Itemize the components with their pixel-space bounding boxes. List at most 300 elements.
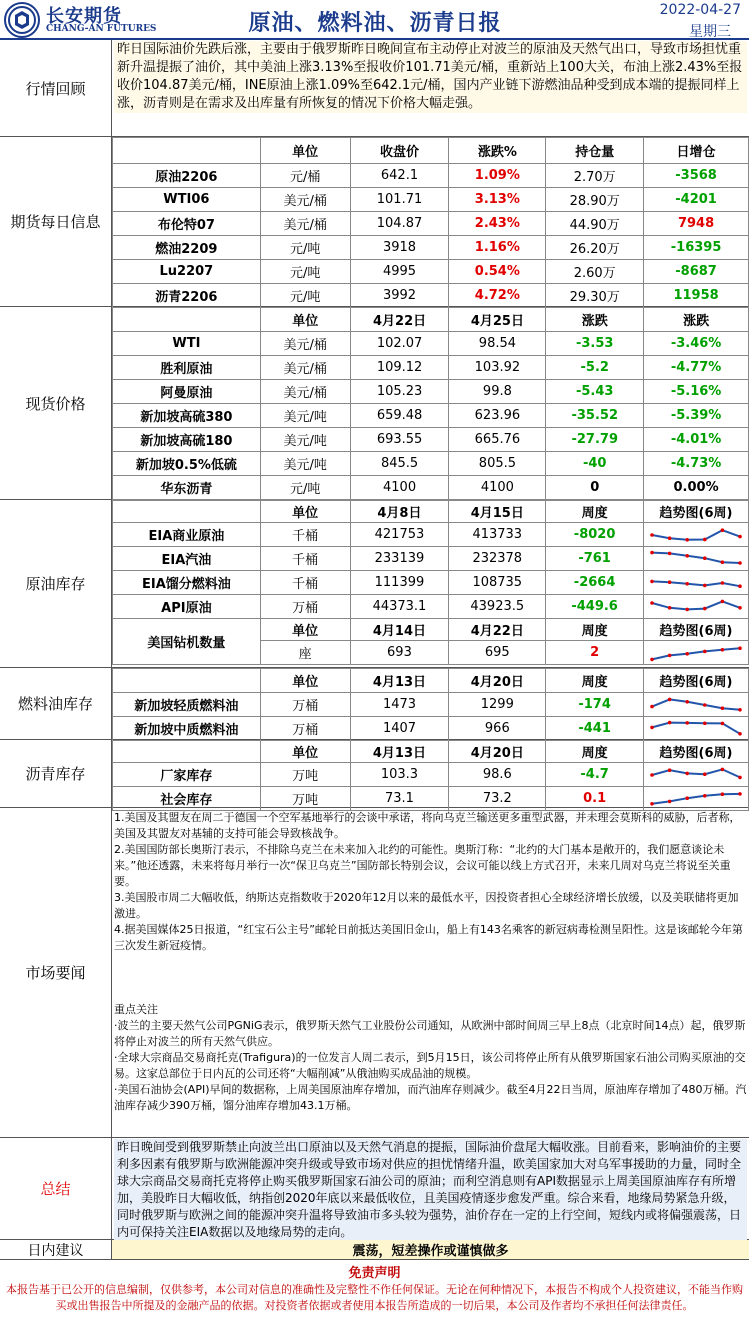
column-header: 4月20日: [449, 741, 546, 763]
table-row: [113, 164, 749, 188]
trend-line: [652, 552, 740, 562]
inventory-name: 社会库存: [113, 787, 261, 811]
value-week2: 1299: [449, 693, 546, 717]
trend-point: [685, 538, 689, 542]
trend-sparkline: [648, 596, 744, 618]
column-header: 4月20日: [449, 669, 546, 693]
weekly-change: -2664: [546, 571, 644, 595]
value-week2: 108735: [449, 571, 546, 595]
trend-point: [650, 579, 654, 583]
focus-title: 重点关注: [114, 1003, 158, 1016]
value-week1: 1473: [350, 693, 449, 717]
trend-cell: [643, 693, 748, 717]
open-interest: 29.30万: [546, 284, 644, 308]
column-header: 单位: [260, 619, 350, 641]
trend-point: [738, 775, 742, 779]
column-header: 4月22日: [350, 308, 449, 332]
table-header-row: [113, 501, 749, 523]
table-row: [113, 595, 749, 619]
price-day1: 693.55: [350, 428, 449, 452]
inventory-name: EIA商业原油: [113, 523, 261, 547]
spot-name: 华东沥青: [113, 476, 261, 500]
summary-text: 昨日晚间受到俄罗斯禁止向波兰出口原油以及天然气消息的提振，国际油价盘尾大幅收涨。目前看来，影响油价的主要利多因素有俄罗斯与欧洲能源冲突升级或导致市场对供应的担忧情绪升温，欧美国家加大对乌军事援助的力量，同时全球大宗商品交易商托克将停止购买俄罗斯国家石油公司的原油；而利空消息则有API数据显示上周美国原油库存有所增加，美股昨日大幅收低，纳指创2020年底以来最低收位，且美国疫情逐步愈发严重。综合来看，地缘局势紧急升级，同时俄罗斯与欧洲之间的能源冲突升温将导致油市多头较为强势，油价存在一定的上行空间，短线内或将偏强震荡，日内可保持关注EIA数据以及地缘局势的走向。: [114, 1139, 747, 1241]
price-day1: 109.12: [350, 356, 449, 380]
trend-point: [668, 606, 672, 610]
trend-sparkline: [648, 764, 744, 786]
trend-line: [652, 699, 740, 709]
company-logo-icon: [4, 2, 40, 38]
table-corner: [113, 741, 261, 763]
asphalt-inventory-table: [112, 740, 749, 811]
trend-sparkline: [648, 524, 744, 546]
section-crude-inventory: [0, 500, 749, 668]
column-header: 趋势图(6周): [644, 741, 749, 763]
trend-point: [668, 653, 672, 657]
table-row: [113, 428, 749, 452]
weekly-change: 2: [546, 641, 644, 665]
disclaimer-text: 本报告基于已公开的信息编制，仅供参考，本公司对信息的准确性及完整性不作任何保证。无论在何种情况下，本报告不构成个人投资建议，不能当作购买或出售报告中所提及的金融产品的依据。对投资者依据或者使用本报告所造成的一切后果，本公司及作者均不承担任何法律责任。: [6, 1283, 743, 1312]
trend-point: [685, 796, 689, 800]
section-label-advice: 日内建议: [0, 1240, 112, 1259]
section-label-review: 行情回顾: [0, 40, 112, 136]
market-news-text: [114, 810, 747, 1114]
value-week2: 232378: [449, 547, 546, 571]
table-row: [113, 476, 749, 500]
trend-point: [721, 767, 725, 771]
unit: 千桶: [260, 547, 350, 571]
company-name-en: CHANG-AN FUTURES: [46, 24, 157, 34]
trend-point: [721, 721, 725, 725]
trend-point: [721, 648, 725, 652]
change-pct: 4.72%: [449, 284, 546, 308]
inventory-name: API原油: [113, 595, 261, 619]
trend-point: [721, 706, 725, 710]
value-week2: 966: [449, 717, 546, 741]
trend-cell: [643, 717, 748, 741]
section-label-spot: 现货价格: [0, 307, 112, 499]
contract-name: 布伦特07: [113, 212, 261, 236]
value-week2: 43923.5: [449, 595, 546, 619]
change: -5.2: [546, 356, 644, 380]
spot-name: 新加坡高硫180: [113, 428, 261, 452]
price-day2: 103.92: [449, 356, 546, 380]
trend-point: [685, 607, 689, 611]
trend-point: [703, 583, 707, 587]
column-header: 4月13日: [350, 741, 449, 763]
inventory-name: 新加坡轻质燃料油: [113, 693, 261, 717]
change: 0: [546, 476, 644, 500]
change: -27.79: [546, 428, 644, 452]
close-price: 3992: [350, 284, 449, 308]
trend-line: [652, 581, 740, 586]
column-header: 周度: [546, 619, 644, 641]
trend-point: [738, 708, 742, 712]
open-interest: 2.60万: [546, 260, 644, 284]
table-row: [113, 332, 749, 356]
value-week1: 73.1: [350, 787, 449, 811]
change-pct: 1.09%: [449, 164, 546, 188]
value-week1: 421753: [350, 523, 449, 547]
unit: 元/吨: [260, 284, 350, 308]
trend-sparkline: [648, 694, 744, 716]
trend-point: [650, 773, 654, 777]
trend-cell: [643, 523, 748, 547]
open-interest: 44.90万: [546, 212, 644, 236]
table-row: [113, 212, 749, 236]
price-day2: 805.5: [449, 452, 546, 476]
weekly-change: 0.1: [546, 787, 644, 811]
column-header: 4月15日: [449, 501, 546, 523]
section-label-crude-inventory: 原油库存: [0, 500, 112, 667]
unit: 元/吨: [260, 236, 350, 260]
unit: 万吨: [260, 787, 350, 811]
trend-point: [650, 533, 654, 537]
change-pct: -5.39%: [644, 404, 749, 428]
inventory-name: EIA汽油: [113, 547, 261, 571]
trend-point: [721, 792, 725, 796]
trend-point: [685, 700, 689, 704]
value-week1: 111399: [350, 571, 449, 595]
trend-line: [652, 793, 740, 803]
focus-item: ·波兰的主要天然气公司PGNiG表示，俄罗斯天然气工业股份公司通知，从欧洲中部时间周三早上8点（北京时间14点）起，俄罗斯将停止对波兰的所有天然气供应。: [114, 1019, 746, 1048]
close-price: 104.87: [350, 212, 449, 236]
change-pct: 3.13%: [449, 188, 546, 212]
value-week1: 693: [350, 641, 449, 665]
price-day2: 4100: [449, 476, 546, 500]
section-label-asphalt-inventory: 沥青库存: [0, 740, 112, 807]
daily-oi-change: 11958: [644, 284, 749, 308]
unit: 美元/桶: [260, 188, 350, 212]
news-item: 2.美国国防部长奥斯汀表示，不排除乌克兰在未来加入北约的可能性。奥斯汀称：“北约的大门基本是敞开的，我们愿意谈论未来。”他还透露，未来将每月举行一次“保卫乌克兰”国防部长特别会议，会议可能以线上方式召开，未来几周对乌克兰将说至关重要。: [114, 843, 731, 888]
trend-sparkline: [648, 572, 744, 594]
close-price: 3918: [350, 236, 449, 260]
trend-point: [650, 704, 654, 708]
trend-point: [650, 802, 654, 806]
contract-name: 燃油2209: [113, 236, 261, 260]
column-header: 4月14日: [350, 619, 449, 641]
column-header: 单位: [260, 741, 350, 763]
unit: 万桶: [260, 595, 350, 619]
unit: 元/吨: [260, 260, 350, 284]
report-date: 2022-04-27: [659, 2, 741, 18]
unit: 美元/桶: [260, 212, 350, 236]
change-pct: -3.46%: [644, 332, 749, 356]
report-weekday: 星期三: [689, 24, 731, 40]
trend-point: [738, 534, 742, 538]
weekly-change: -4.7: [546, 763, 644, 787]
unit: 万桶: [260, 717, 350, 741]
trend-point: [738, 561, 742, 565]
table-row: [113, 404, 749, 428]
trend-sparkline: [648, 642, 744, 664]
change-pct: -4.77%: [644, 356, 749, 380]
unit: 座: [260, 641, 350, 665]
trend-point: [703, 721, 707, 725]
weekly-change: -441: [546, 717, 644, 741]
column-header: 趋势图(6周): [643, 669, 748, 693]
trend-point: [650, 657, 654, 661]
change-pct: -4.01%: [644, 428, 749, 452]
trend-point: [668, 697, 672, 701]
column-header: 单位: [260, 308, 350, 332]
table-header-row: [113, 669, 749, 693]
table-row: [113, 523, 749, 547]
trend-point: [685, 582, 689, 586]
section-label-fuel-inventory: 燃料油库存: [0, 668, 112, 739]
price-day1: 4100: [350, 476, 449, 500]
unit: 美元/吨: [260, 452, 350, 476]
trend-cell: [644, 787, 749, 811]
trend-point: [685, 721, 689, 725]
focus-item: ·全球大宗商品交易商托克(Trafigura)的一位发言人周二表示，到5月15日，该公司将停止所有从俄罗斯国家石油公司购买原油的交易。这家总部位于日内瓦的公司还将“大幅削减”从俄油购买成品油的规模。: [114, 1051, 746, 1080]
trend-point: [738, 732, 742, 736]
company-name-cn: 长安期货: [46, 6, 122, 27]
spot-name: 新加坡高硫380: [113, 404, 261, 428]
trend-point: [650, 550, 654, 554]
change-pct: 2.43%: [449, 212, 546, 236]
trend-line: [652, 648, 740, 659]
change: -40: [546, 452, 644, 476]
column-header: 趋势图(6周): [643, 501, 748, 523]
contract-name: 沥青2206: [113, 284, 261, 308]
spot-name: 胜利原油: [113, 356, 261, 380]
trend-point: [721, 581, 725, 585]
trend-line: [652, 530, 740, 540]
column-header: 持仓量: [546, 138, 644, 164]
trend-point: [703, 606, 707, 610]
inventory-name: 新加坡中质燃料油: [113, 717, 261, 741]
price-day2: 623.96: [449, 404, 546, 428]
close-price: 101.71: [350, 188, 449, 212]
open-interest: 28.90万: [546, 188, 644, 212]
table-row: [113, 787, 749, 811]
value-week2: 695: [449, 641, 546, 665]
change: -35.52: [546, 404, 644, 428]
value-week1: 1407: [350, 717, 449, 741]
contract-name: Lu2207: [113, 260, 261, 284]
unit: 美元/桶: [260, 356, 350, 380]
trend-point: [650, 601, 654, 605]
table-row: [113, 236, 749, 260]
price-day2: 665.76: [449, 428, 546, 452]
spot-name: 新加坡0.5%低硫: [113, 452, 261, 476]
change-pct: 0.00%: [644, 476, 749, 500]
column-header: 周度: [546, 741, 644, 763]
unit: 美元/桶: [260, 380, 350, 404]
weekly-change: -449.6: [546, 595, 644, 619]
change-pct: -5.16%: [644, 380, 749, 404]
trend-point: [738, 646, 742, 650]
trend-point: [703, 537, 707, 541]
report-header: [0, 0, 749, 40]
trend-sparkline: [648, 788, 744, 810]
change-pct: 1.16%: [449, 236, 546, 260]
column-header: 日增仓: [644, 138, 749, 164]
crude-inventory-table: [112, 500, 749, 665]
advice-text: 震荡，短差操作或谨慎做多: [112, 1240, 749, 1259]
section-futures: [0, 137, 749, 307]
section-spot: [0, 307, 749, 500]
trend-point: [738, 606, 742, 610]
daily-oi-change: -8687: [644, 260, 749, 284]
report-title: 原油、燃料油、沥青日报: [248, 11, 502, 36]
spot-table: [112, 307, 749, 500]
rig-count-name: 美国钻机数量: [113, 619, 261, 665]
trend-cell: [643, 595, 748, 619]
trend-point: [703, 556, 707, 560]
trend-point: [668, 580, 672, 584]
unit: 千桶: [260, 571, 350, 595]
price-day1: 105.23: [350, 380, 449, 404]
unit: 万吨: [260, 763, 350, 787]
table-row: [113, 693, 749, 717]
column-header: 周度: [546, 501, 644, 523]
table-row: [113, 284, 749, 308]
trend-point: [703, 649, 707, 653]
table-row: [113, 571, 749, 595]
daily-oi-change: -3568: [644, 164, 749, 188]
price-day1: 102.07: [350, 332, 449, 356]
table-header-row: [113, 308, 749, 332]
table-corner: [113, 138, 261, 164]
news-item: 3.美国股市周二大幅收低，纳斯达克指数收于2020年12月以来的最低水平，因投资者担心全球经济增长放缓，以及美联储将更加激进。: [114, 891, 739, 920]
column-header: 单位: [260, 138, 350, 164]
trend-point: [721, 528, 725, 532]
contract-name: WTI06: [113, 188, 261, 212]
trend-line: [652, 601, 740, 609]
trend-point: [738, 792, 742, 796]
section-market-news: [0, 808, 749, 1138]
value-week1: 103.3: [350, 763, 449, 787]
table-header-row: [113, 138, 749, 164]
section-asphalt-inventory: [0, 740, 749, 808]
focus-item: ·美国石油协会(API)早间的数据称，上周美国原油库存增加，而汽油库存则减少。截至4月22日当周，原油库存增加了480万桶。汽油库存减少390万桶，馏分油库存增加43.1万桶。: [114, 1083, 747, 1112]
table-row: [113, 188, 749, 212]
unit: 美元/桶: [260, 332, 350, 356]
disclaimer-title: 免责声明: [348, 1266, 401, 1281]
column-header: 周度: [546, 669, 644, 693]
review-text: 昨日国际油价先跌后涨，主要由于俄罗斯昨日晚间宣布主动停止对波兰的原油及天然气出口，导致市场担忧重新升温提振了油价，其中美油上涨3.13%至报收价101.71美元/桶，重新站上100大关，布油上涨2.43%至报收价104.87美元/桶，INE原油上涨1.09%至642.1元/桶，国内产业链下游燃油品种受到成本端的提振同样上涨，沥青则是在需求及出库量有所恢复的情况下价格大幅走强。: [114, 41, 747, 113]
open-interest: 2.70万: [546, 164, 644, 188]
contract-name: 原油2206: [113, 164, 261, 188]
unit: 万桶: [260, 693, 350, 717]
table-corner: [113, 308, 261, 332]
trend-point: [703, 703, 707, 707]
table-row: [113, 260, 749, 284]
weekly-change: -174: [546, 693, 644, 717]
section-review: [0, 40, 749, 137]
trend-line: [652, 769, 740, 777]
table-row: [113, 763, 749, 787]
price-day1: 845.5: [350, 452, 449, 476]
fuel-inventory-table: [112, 668, 749, 741]
trend-cell: [643, 571, 748, 595]
trend-point: [668, 799, 672, 803]
table-corner: [113, 501, 261, 523]
column-header: 4月25日: [449, 308, 546, 332]
trend-cell: [644, 763, 749, 787]
trend-point: [668, 720, 672, 724]
table-row: [113, 380, 749, 404]
inventory-name: EIA馏分燃料油: [113, 571, 261, 595]
column-header: 4月8日: [350, 501, 449, 523]
column-header: 涨跌: [546, 308, 644, 332]
column-header: 4月22日: [449, 619, 546, 641]
trend-point: [721, 560, 725, 564]
open-interest: 26.20万: [546, 236, 644, 260]
trend-cell: [643, 547, 748, 571]
weekly-change: -761: [546, 547, 644, 571]
value-week1: 44373.1: [350, 595, 449, 619]
unit: 美元/吨: [260, 428, 350, 452]
section-advice: [0, 1240, 749, 1260]
price-day2: 98.54: [449, 332, 546, 356]
table-header-row: [113, 619, 749, 641]
spot-name: WTI: [113, 332, 261, 356]
trend-point: [703, 772, 707, 776]
column-header: 趋势图(6周): [643, 619, 748, 641]
close-price: 642.1: [350, 164, 449, 188]
spot-name: 阿曼原油: [113, 380, 261, 404]
table-corner: [113, 669, 261, 693]
price-day1: 659.48: [350, 404, 449, 428]
trend-point: [703, 794, 707, 798]
trend-point: [738, 584, 742, 588]
daily-oi-change: -4201: [644, 188, 749, 212]
column-header: 涨跌: [644, 308, 749, 332]
price-day2: 99.8: [449, 380, 546, 404]
trend-line: [652, 722, 740, 733]
trend-sparkline: [648, 718, 744, 740]
trend-point: [685, 554, 689, 558]
section-summary: [0, 1138, 749, 1240]
inventory-name: 厂家库存: [113, 763, 261, 787]
value-week1: 233139: [350, 547, 449, 571]
table-row: [113, 547, 749, 571]
column-header: 单位: [260, 669, 350, 693]
change: -3.53: [546, 332, 644, 356]
trend-sparkline: [648, 548, 744, 570]
column-header: 4月13日: [350, 669, 449, 693]
trend-cell: [643, 641, 748, 665]
unit: 千桶: [260, 523, 350, 547]
column-header: 涨跌%: [449, 138, 546, 164]
column-header: 收盘价: [350, 138, 449, 164]
trend-point: [721, 599, 725, 603]
trend-point: [650, 725, 654, 729]
change: -5.43: [546, 380, 644, 404]
daily-oi-change: -16395: [644, 236, 749, 260]
value-week2: 73.2: [449, 787, 546, 811]
close-price: 4995: [350, 260, 449, 284]
unit: 美元/吨: [260, 404, 350, 428]
section-label-market-news: 市场要闻: [0, 808, 112, 1137]
change-pct: 0.54%: [449, 260, 546, 284]
trend-point: [668, 768, 672, 772]
column-header: 单位: [260, 501, 350, 523]
value-week2: 98.6: [449, 763, 546, 787]
section-label-summary: 总结: [0, 1138, 112, 1239]
section-fuel-inventory: [0, 668, 749, 740]
trend-point: [668, 551, 672, 555]
table-row: [113, 356, 749, 380]
news-item: 1.美国及其盟友在周二于德国一个空军基地举行的会谈中承诺，将向乌克兰输送更多重型武器，并未理会莫斯科的威胁，后者称，美国及其盟友对基辅的支持可能会导致核战争。: [114, 811, 741, 840]
weekly-change: -8020: [546, 523, 644, 547]
section-label-futures: 期货每日信息: [0, 137, 112, 306]
trend-point: [685, 771, 689, 775]
value-week2: 413733: [449, 523, 546, 547]
table-row: [113, 452, 749, 476]
